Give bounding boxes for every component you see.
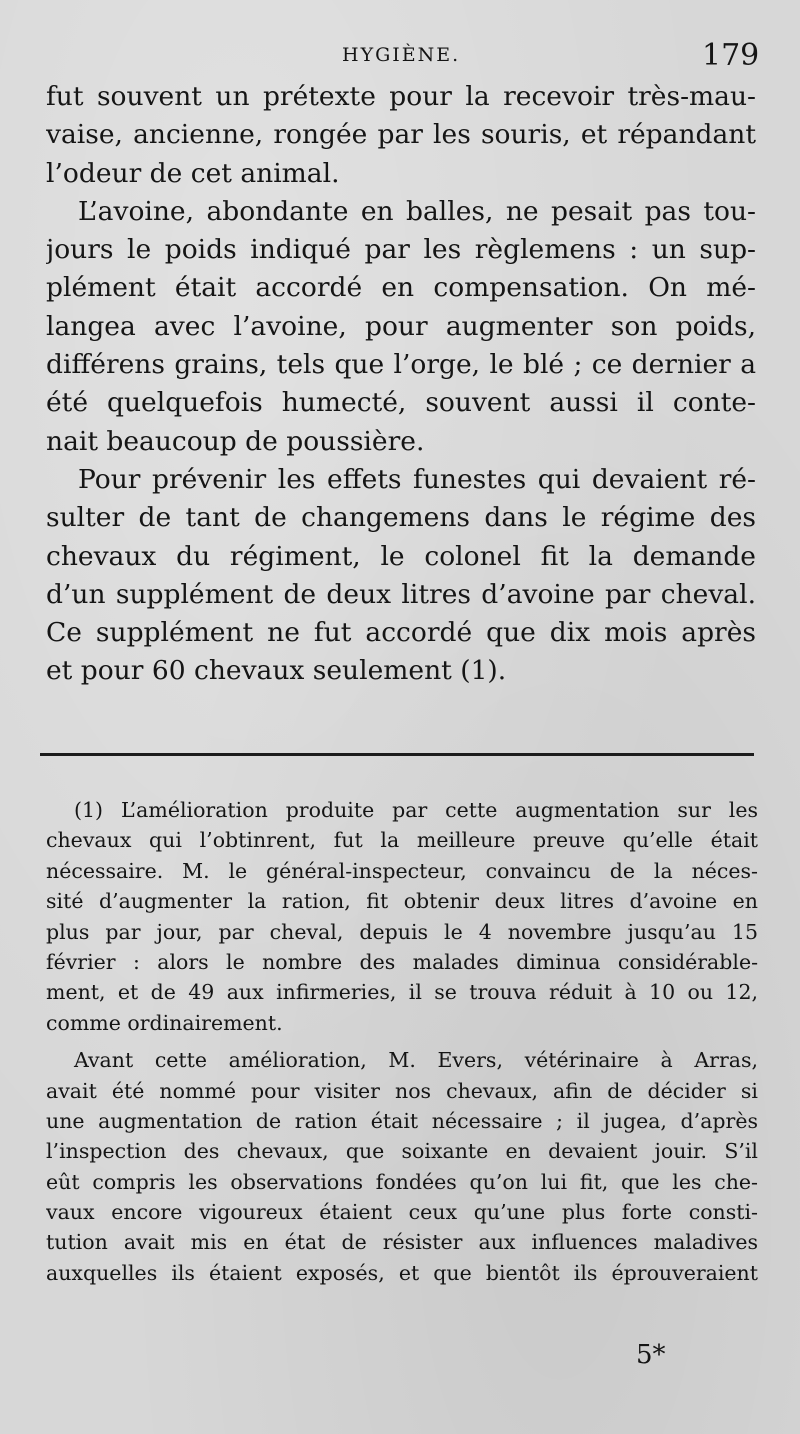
footnote-line: eût compris les observations fondées qu’on lui fit, que les che- [46, 1169, 758, 1194]
footnote [46, 795, 758, 1288]
footnote-line: Avant cette amélioration, M. Evers, vétérinaire à Arras, [74, 1048, 758, 1073]
text-line: sulter de tant de changemens dans le régime des [46, 502, 756, 534]
text-line: fut souvent un prétexte pour la recevoir très-mau- [46, 81, 756, 112]
footnote-line: février : alors le nombre des malades diminua considérable- [46, 949, 758, 974]
footnote-line: nécessaire. M. le général-inspecteur, convaincu de la néces- [46, 858, 758, 883]
page-header [0, 38, 800, 78]
text-line: l’odeur de cet animal. [46, 157, 340, 189]
text-line: chevaux du régiment, le colonel fit la demande [46, 540, 756, 572]
footnote-line: tution avait mis en état de résister aux influences maladives [46, 1230, 758, 1255]
text-line: Pour prévenir les effets funestes qui devaient ré- [78, 463, 756, 495]
text-line: vaise, ancienne, rongée par les souris, et répandant [46, 119, 756, 151]
text-line: Ce supplément ne fut accordé que dix mois après [46, 617, 756, 649]
text-line: d’un supplément de deux litres d’avoine par cheval. [46, 578, 756, 610]
page-number: 179 [702, 38, 760, 73]
text-line: été quelquefois humecté, souvent aussi il conte- [46, 387, 756, 419]
footnote-line: auxquelles ils étaient exposés, et que bientôt ils éprouveraient [46, 1260, 758, 1285]
footnote-line: vaux encore vigoureux étaient ceux qu’une plus forte consti- [46, 1200, 758, 1225]
text-line: différens grains, tels que l’orge, le blé ; ce dernier a [46, 349, 756, 381]
footnote-line: une augmentation de ration était nécessaire ; il jugea, d’après [46, 1108, 758, 1133]
footnote-line: (1) L’amélioration produite par cette augmentation sur les [74, 798, 758, 822]
footnote-rule [40, 753, 754, 756]
text-line: jours le poids indiqué par les règlemens : un sup- [46, 234, 756, 266]
footnote-line: sité d’augmenter la ration, fit obtenir deux litres d’avoine en [46, 889, 758, 914]
running-head: HYGIÈNE. [342, 44, 461, 66]
footnote-line: l’inspection des chevaux, que soixante en devaient jouir. S’il [46, 1139, 758, 1164]
text-line: et pour 60 chevaux seulement (1). [46, 655, 507, 687]
footnote-line: comme ordinairement. [46, 1010, 283, 1035]
footnote-paragraph-gap [46, 1038, 758, 1045]
main-text [46, 78, 756, 691]
text-line: nait beaucoup de poussière. [46, 425, 425, 457]
footnote-line: ment, et de 49 aux infirmeries, il se trouva réduit à 10 ou 12, [46, 980, 758, 1005]
footnote-line: avait été nommé pour visiter nos chevaux, afin de décider si [46, 1078, 758, 1103]
footnote-line: plus par jour, par cheval, depuis le 4 novembre jusqu’au 15 [46, 919, 758, 944]
footnote-line: chevaux qui l’obtinrent, fut la meilleure preuve qu’elle était [46, 828, 758, 853]
text-line: plément était accordé en compensation. On mé- [46, 272, 756, 304]
signature-mark: 5* [636, 1340, 666, 1370]
text-line: langea avec l’avoine, pour augmenter son poids, [46, 310, 756, 342]
text-line: L’avoine, abondante en balles, ne pesait pas tou- [78, 195, 756, 227]
